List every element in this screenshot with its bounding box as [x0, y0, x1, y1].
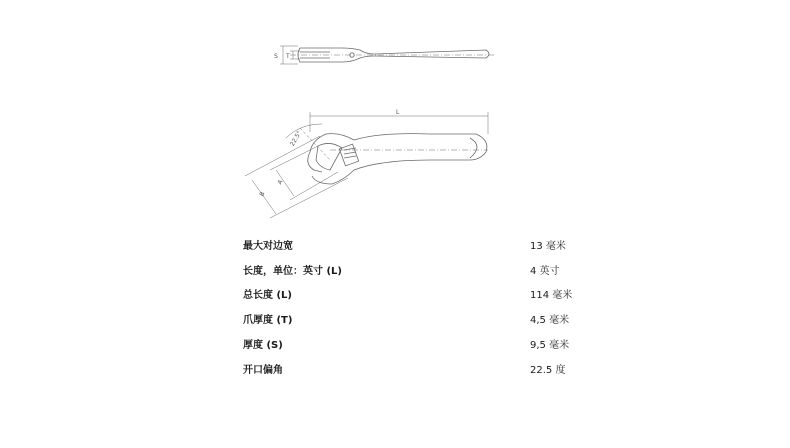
- spec-label: 最大对边宽: [243, 240, 293, 252]
- dim-label-a: A: [276, 178, 285, 186]
- spec-row-total-length: [243, 282, 603, 307]
- spec-label: 长度，单位：英寸 (L): [243, 265, 342, 277]
- spec-label: 爪厚度 (T): [243, 315, 293, 327]
- spec-value: 4,5 毫米: [530, 315, 570, 327]
- dim-label-b: B: [258, 190, 267, 198]
- dim-label-angle: 22.5°: [288, 129, 304, 148]
- spec-row-max-opening: [243, 232, 603, 257]
- wrench-side-view: [245, 112, 488, 218]
- spec-row-thickness: [243, 331, 603, 356]
- spec-row-opening-angle: [243, 356, 603, 381]
- spec-value: 22.5 度: [530, 364, 566, 376]
- spec-value: 9,5 毫米: [530, 340, 570, 352]
- spec-label: 厚度 (S): [243, 340, 283, 352]
- wrench-technical-drawing: [230, 22, 510, 232]
- spec-value: 4 英寸: [530, 265, 560, 277]
- spec-row-length-inch: [243, 257, 603, 282]
- spec-table: [243, 232, 603, 381]
- spec-row-jaw-thickness: [243, 306, 603, 331]
- dim-label-s: S: [274, 53, 278, 60]
- dim-label-l: L: [396, 109, 400, 116]
- dim-label-t: T: [286, 53, 290, 60]
- spec-value: 114 毫米: [530, 290, 573, 302]
- spec-value: 13 毫米: [530, 240, 566, 252]
- spec-label: 开口偏角: [243, 364, 283, 376]
- wrench-top-view: [280, 46, 494, 64]
- spec-label: 总长度 (L): [243, 290, 292, 302]
